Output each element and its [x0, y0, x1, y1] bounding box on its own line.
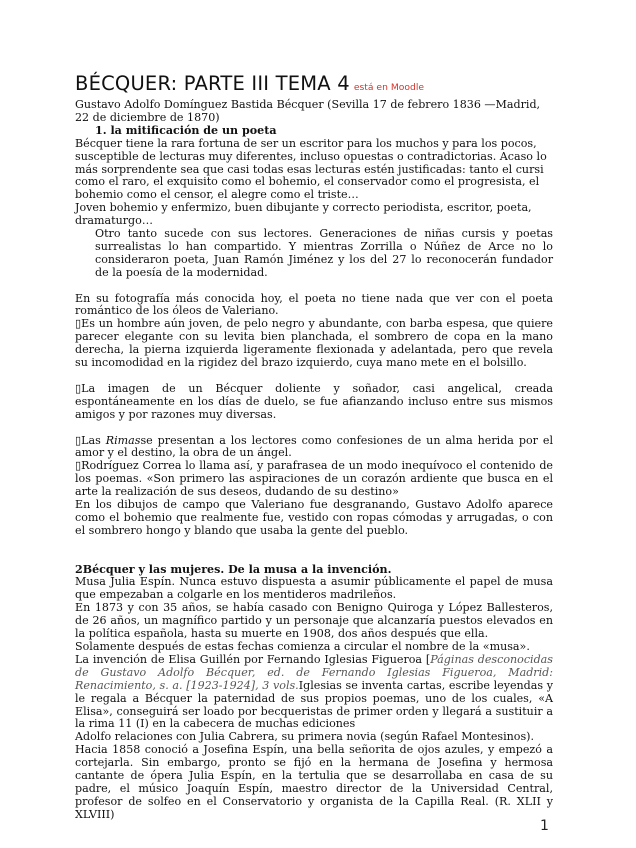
missing-glyph-icon: ▯ [75, 381, 82, 395]
paragraph: En su fotografía más conocida hoy, el poeta no tiene nada que ver con el poeta romántico de los óleos de Valeriano. [75, 291, 553, 318]
author-subtitle: Gustavo Adolfo Domínguez Bastida Bécquer (Sevilla 17 de febrero 1836 —Madrid, 22 de diciembre de 1870) [75, 98, 541, 124]
paragraph: Hacia 1858 conoció a Josefina Espín, una bella señorita de ojos azules, y empezó a cortejarla. Sin embargo, pronto se fijó en la hermana de Josefina y hermosa cantante de ópera Julia Espín, en la tertulia que se desarrollaba en casa de su padre, el músico Joaquín Espín, maestro director de la Universidad Central, profesor de solfeo en el Conservatorio y organista de la Capilla Real. (R. XLII y XLVIII) [75, 743, 553, 821]
spacer [75, 280, 553, 293]
paragraph: Solamente después de estas fechas comienza a circular el nombre de la «musa». [75, 640, 530, 653]
paragraph [75, 318, 553, 370]
paragraph: Joven bohemio y enfermizo, buen dibujante y correcto periodista, escritor, poeta, dramaturgo… [75, 201, 532, 228]
paragraph-text: La imagen de un Bécquer doliente y soñador, casi angelical, creada espontáneamente en los días de duelo, se fue afianzando incluso entre sus mismos amigos y por razones muy diversas. [75, 381, 553, 421]
document-title [75, 73, 553, 99]
paragraph-text: Es un hombre aún joven, de pelo negro y abundante, con barba espesa, que quiere parecer elegante con su levita bien planchada, el sombrero de copa en la mano derecha, la pierna izquierda ligeramente flexionada y adelantada, pero que revela su incomodidad en la rigidez del brazo izquierdo, cuya mano mete en el bolsillo. [75, 317, 553, 370]
rimas-title: Rimas [105, 433, 141, 447]
paragraph [75, 654, 553, 731]
page-number: 1 [540, 818, 549, 834]
paragraph [75, 435, 553, 461]
title-text: BÉCQUER: PARTE III TEMA 4 [75, 72, 350, 95]
missing-glyph-icon: ▯ [75, 459, 82, 473]
paragraph-text: se presentan a los lectores como confesiones de un alma herida por el amor y el destino, la obra de un ángel. [75, 433, 554, 460]
bibliographic-reference: Páginas desconocidas de Gustavo Adolfo Bécquer, ed. de Fernando Iglesias Figueroa, Madrid: Renacimiento, s. a. [1923-1924], 3 vols. [75, 652, 553, 692]
missing-glyph-icon: ▯ [75, 317, 82, 331]
paragraph-text: Rodríguez Correa lo llama así, y parafrasea de un modo inequívoco el contenido de los poemas. «Son primero las aspiraciones de un corazón ardiente que busca en el arte la realización de sus deseos, dudando de su destino» [75, 459, 553, 499]
paragraph: En 1873 y con 35 años, se había casado con Benigno Quiroga y López Ballesteros, de 26 años, un magnífico partido y un personaje que alcanzaría puestos elevados en la política española, hasta su muerte en 1908, dos años después que ella. [75, 601, 553, 641]
paragraph-text: Las [81, 433, 106, 447]
section-2-heading: 2Bécquer y las mujeres. De la musa a la invención. [75, 562, 392, 576]
section-1-heading: 1. la mitificación de un poeta [95, 123, 277, 137]
paragraph: Bécquer tiene la rara fortuna de ser un escritor para los muchos y para los pocos, susceptible de lecturas muy diferentes, incluso opuestas o contradictorias. Acaso lo más sorprendente sea que casi todas esas lecturas estén justificadas: tanto el cursi como el raro, el exquisito como el bohemio, el conservador como el progresista, el bohemio como el censor, el alegre como el triste… [75, 136, 547, 202]
paragraph: Adolfo relaciones con Julia Cabrera, su primera novia (según Rafael Montesinos). [75, 730, 535, 744]
paragraph [75, 383, 553, 422]
paragraph [75, 460, 553, 499]
document-body [75, 73, 553, 822]
paragraph: Musa Julia Espín. Nunca estuvo dispuesta a asumir públicamente el papel de musa que empezaban a colgarle en los mentideros madrileños. [75, 575, 553, 602]
spacer [75, 538, 553, 564]
paragraph: En los dibujos de campo que Valeriano fue desgranando, Gustavo Adolfo aparece como el bohemio que realmente fue, vestido con ropas cómodas y arrugadas, o con el sombrero hongo y blando que usaba la gente del pueblo. [75, 498, 553, 537]
missing-glyph-icon: ▯ [75, 433, 82, 447]
indented-quote: Otro tanto sucede con sus lectores. Generaciones de niñas cursis y poetas surrealistas lo han compartido. Y mientras Zorrilla o Núñez de Arce no lo consideraron poeta, Juan Ramón Jiménez y los del 27 lo reconocerán fundador de la poesía de la modernidad. [95, 227, 553, 279]
paragraph-text: La invención de Elisa Guillén por Fernando Iglesias Figueroa [ [75, 652, 431, 666]
paragraph-text: Iglesias se inventa cartas, escribe leyendas y le regala a Bécquer la paternidad de sus propios poemas, uno de los cuales, «A Elisa», conseguirá ser loado por becqueristas de primer orden y llegará a sustituir a la rima 11 (I) en la cabecera de muchas ediciones [75, 678, 554, 731]
moodle-tag: está en Moodle [353, 82, 425, 93]
